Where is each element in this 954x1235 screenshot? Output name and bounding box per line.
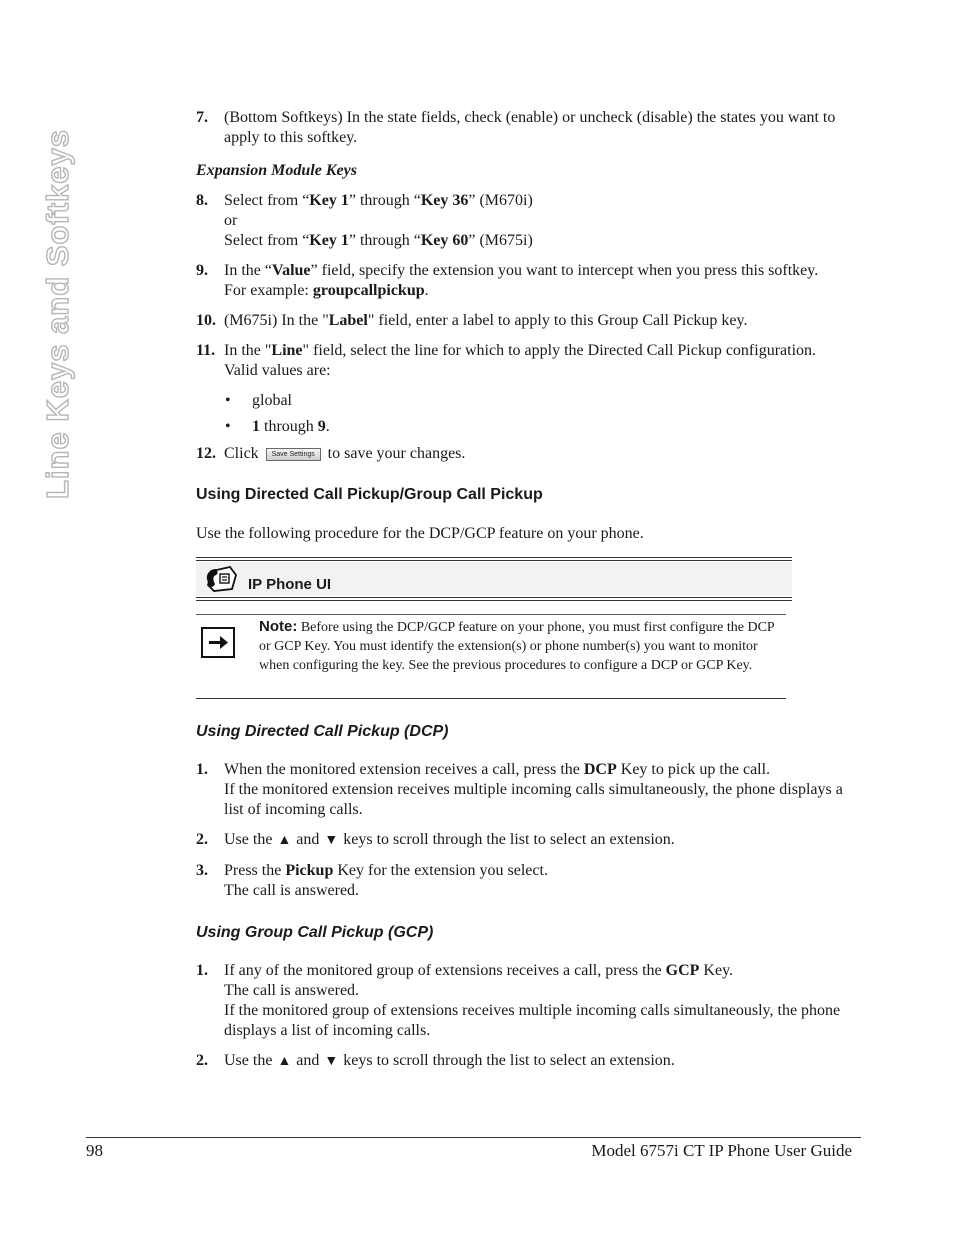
procedures [196, 722, 858, 1072]
step-line: The call is answered. [224, 982, 360, 999]
step-or: or [224, 212, 238, 229]
step-number: 2. [196, 1052, 208, 1069]
step-number: 7. [196, 109, 208, 126]
step-line: If the monitored extension receives multiple incoming calls simultaneously, the phone displays a list of incoming calls. [224, 781, 843, 818]
text: (M675i) In the " [224, 312, 329, 329]
text: and [296, 831, 320, 848]
text: Key. [699, 962, 734, 979]
note-box [196, 614, 786, 700]
dcp-heading: Using Directed Call Pickup (DCP) [196, 723, 449, 740]
field-name: Label [328, 312, 368, 329]
step-number: 1. [196, 761, 208, 778]
step-line [224, 191, 858, 211]
up-arrow-icon: ▲ [277, 833, 292, 848]
text: and [296, 1052, 320, 1069]
text: " field, select the line for which to apply the Directed Call Pickup configuration. [302, 342, 817, 359]
key-name: Key 36 [420, 192, 469, 209]
step-number: 9. [196, 262, 208, 279]
down-arrow-icon: ▼ [324, 833, 339, 848]
step-number: 12. [196, 445, 216, 462]
text: " field, enter a label to apply to this Group Call Pickup key. [367, 312, 748, 329]
text: Select from “ [224, 232, 310, 249]
step-line [224, 341, 858, 361]
step-line: The call is answered. [224, 882, 360, 899]
step-line [224, 281, 858, 301]
text: Press the [224, 862, 286, 879]
divider [196, 600, 792, 601]
side-tab-label: Line Keys and Softkeys [40, 128, 75, 500]
step-line: Valid values are: [224, 362, 331, 379]
dcp-step-3 [196, 861, 858, 901]
step-9 [196, 261, 858, 301]
text: Key to pick up the call. [616, 761, 771, 778]
step-line [224, 231, 858, 251]
bullet-text: through [260, 418, 318, 435]
bullet-value: 9 [317, 418, 326, 435]
save-settings-button[interactable]: Save Settings [266, 448, 321, 461]
footer-divider [86, 1137, 861, 1138]
step-number: 3. [196, 862, 208, 879]
page-number: 98 [86, 1141, 103, 1160]
bullet-dot: • [225, 392, 231, 409]
bullet-text: . [325, 418, 330, 435]
key-name: Key 60 [420, 232, 469, 249]
text: ” through “ [348, 232, 421, 249]
text: Use the [224, 1052, 273, 1069]
divider [196, 698, 786, 699]
step-11 [196, 341, 858, 381]
step-number: 11. [196, 342, 216, 359]
step-number: 1. [196, 962, 208, 979]
text: If any of the monitored group of extensions receives a call, press the [224, 962, 666, 979]
step-line [224, 961, 858, 981]
step-number: 8. [196, 192, 208, 209]
guide-title: Model 6757i CT IP Phone User Guide [591, 1141, 852, 1160]
text: keys to scroll through the list to select an extension. [343, 1052, 675, 1069]
text: Select from “ [224, 192, 310, 209]
step-text: (Bottom Softkeys) In the state fields, check (enable) or uncheck (disable) the states you want to apply to this softkey. [224, 109, 836, 146]
note-arrow-icon [201, 627, 235, 658]
text: When the monitored extension receives a call, press the [224, 761, 584, 778]
step-line: If the monitored group of extensions receives multiple incoming calls simultaneously, the phone displays a list of incoming calls. [224, 1002, 841, 1039]
bullet-dot: • [225, 418, 231, 435]
text: Click [224, 445, 259, 462]
text: In the " [224, 342, 272, 359]
divider [196, 597, 792, 598]
note-label: Note: [259, 618, 298, 635]
dcp-step-2 [196, 830, 858, 851]
gcp-step-1 [196, 961, 858, 1041]
dcp-step-1 [196, 760, 858, 820]
text: ” through “ [348, 192, 421, 209]
key-name: GCP [665, 962, 700, 979]
main-content [196, 108, 858, 544]
text: keys to scroll through the list to select an extension. [343, 831, 675, 848]
gcp-step-2 [196, 1051, 858, 1072]
text: ” (M675i) [468, 232, 533, 249]
step-line [224, 861, 858, 881]
step-number: 10. [196, 312, 216, 329]
ip-phone-ui-bar [196, 557, 792, 603]
expansion-heading: Expansion Module Keys [196, 162, 357, 179]
bullet-text: global [252, 392, 292, 409]
down-arrow-icon: ▼ [324, 1054, 339, 1069]
step-line [224, 760, 858, 780]
step-number: 2. [196, 831, 208, 848]
field-name: Line [271, 342, 303, 359]
divider [196, 557, 792, 558]
side-tab [38, 108, 78, 520]
example-value: groupcallpickup [312, 282, 425, 299]
bullet-item [196, 417, 858, 437]
divider [196, 560, 792, 561]
step-12 [196, 444, 858, 464]
ip-phone-ui-label: IP Phone UI [248, 576, 332, 593]
phone-icon [204, 565, 240, 593]
note-text [259, 617, 785, 675]
section-heading: Using Directed Call Pickup/Group Call Pickup [196, 486, 543, 503]
key-name: DCP [583, 761, 617, 778]
step-line [224, 261, 858, 281]
text: . [424, 282, 429, 299]
text: Use the [224, 831, 273, 848]
gcp-heading: Using Group Call Pickup (GCP) [196, 924, 434, 941]
key-name: Pickup [285, 862, 334, 879]
up-arrow-icon: ▲ [277, 1054, 292, 1069]
bullet-value: 1 [252, 418, 260, 435]
key-name: Key 1 [309, 232, 349, 249]
field-name: Value [271, 262, 311, 279]
text: In the “ [224, 262, 272, 279]
bullet-item [196, 391, 858, 411]
divider [196, 614, 786, 615]
key-name: Key 1 [309, 192, 349, 209]
text: ” (M670i) [468, 192, 533, 209]
text: For example: [224, 282, 313, 299]
text: Key for the extension you select. [333, 862, 548, 879]
text: ” field, specify the extension you want to intercept when you press this softkey. [310, 262, 819, 279]
intro-text: Use the following procedure for the DCP/GCP feature on your phone. [196, 525, 644, 542]
step-8 [196, 191, 858, 251]
step-10 [196, 311, 858, 331]
step-7 [196, 108, 858, 148]
text: to save your changes. [327, 445, 466, 462]
note-body: Before using the DCP/GCP feature on your phone, you must first configure the DCP or GCP Key. You must identify the extension(s) or phone number(s) you want to monitor when configuring the key. See the previous procedures to configure a DCP or GCP Key. [259, 620, 775, 673]
